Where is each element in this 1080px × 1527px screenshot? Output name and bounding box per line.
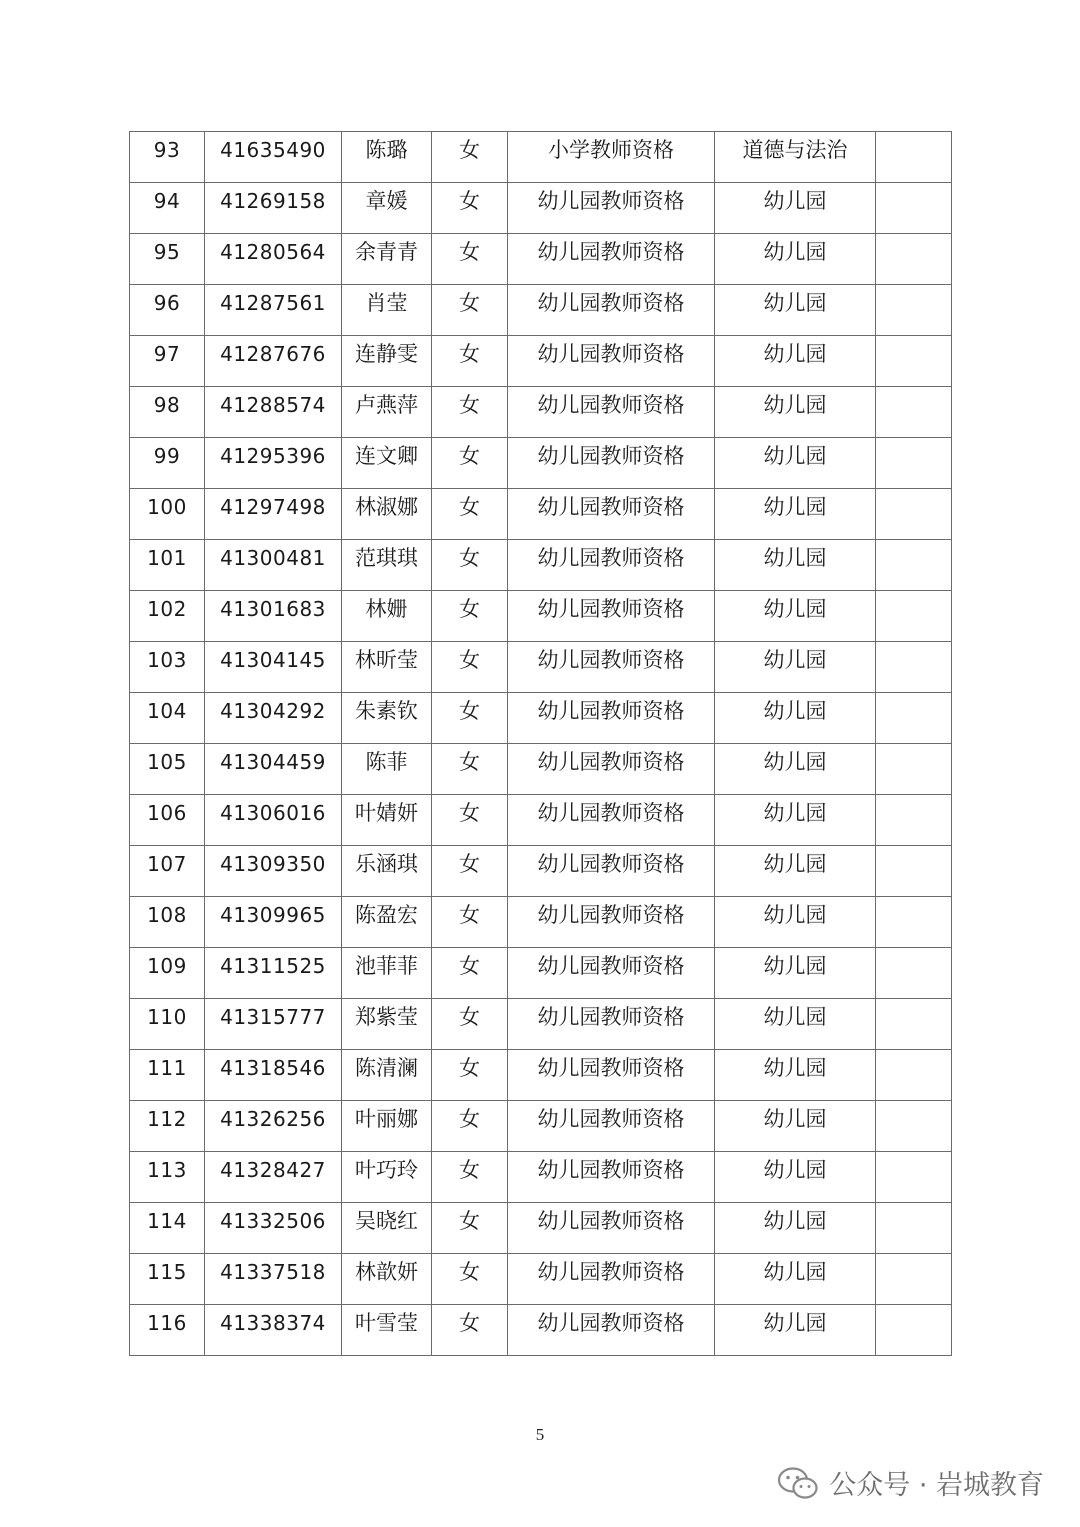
cell-exam-number: 41306016 bbox=[205, 795, 342, 846]
table-row bbox=[130, 234, 952, 285]
cell-gender: 女 bbox=[432, 1305, 508, 1356]
cell-gender: 女 bbox=[432, 1203, 508, 1254]
cell-row-index: 98 bbox=[130, 387, 205, 438]
cell-subject: 幼儿园 bbox=[715, 693, 876, 744]
cell-gender: 女 bbox=[432, 1254, 508, 1305]
table-row bbox=[130, 540, 952, 591]
table-row bbox=[130, 897, 952, 948]
cell-row-index: 102 bbox=[130, 591, 205, 642]
cell-qualification-type: 幼儿园教师资格 bbox=[508, 183, 715, 234]
cell-exam-number: 41311525 bbox=[205, 948, 342, 999]
cell-remarks bbox=[876, 744, 952, 795]
cell-name: 连静雯 bbox=[342, 336, 432, 387]
cell-name: 陈清澜 bbox=[342, 1050, 432, 1101]
cell-name: 连文卿 bbox=[342, 438, 432, 489]
table-row bbox=[130, 1203, 952, 1254]
cell-remarks bbox=[876, 999, 952, 1050]
cell-subject: 幼儿园 bbox=[715, 999, 876, 1050]
cell-remarks bbox=[876, 489, 952, 540]
watermark-text: 公众号 · 岩城教育 bbox=[829, 1470, 1044, 1501]
cell-qualification-type: 幼儿园教师资格 bbox=[508, 285, 715, 336]
cell-gender: 女 bbox=[432, 948, 508, 999]
cell-row-index: 115 bbox=[130, 1254, 205, 1305]
cell-row-index: 101 bbox=[130, 540, 205, 591]
table-row bbox=[130, 591, 952, 642]
cell-row-index: 111 bbox=[130, 1050, 205, 1101]
table-row bbox=[130, 744, 952, 795]
cell-name: 林淑娜 bbox=[342, 489, 432, 540]
cell-name: 池菲菲 bbox=[342, 948, 432, 999]
cell-qualification-type: 幼儿园教师资格 bbox=[508, 999, 715, 1050]
cell-row-index: 112 bbox=[130, 1101, 205, 1152]
cell-name: 卢燕萍 bbox=[342, 387, 432, 438]
cell-row-index: 97 bbox=[130, 336, 205, 387]
cell-row-index: 104 bbox=[130, 693, 205, 744]
cell-exam-number: 41280564 bbox=[205, 234, 342, 285]
cell-qualification-type: 幼儿园教师资格 bbox=[508, 336, 715, 387]
cell-name: 陈菲 bbox=[342, 744, 432, 795]
cell-qualification-type: 幼儿园教师资格 bbox=[508, 438, 715, 489]
cell-row-index: 103 bbox=[130, 642, 205, 693]
cell-subject: 幼儿园 bbox=[715, 1050, 876, 1101]
table-row bbox=[130, 285, 952, 336]
cell-remarks bbox=[876, 1305, 952, 1356]
cell-name: 吴晓红 bbox=[342, 1203, 432, 1254]
cell-name: 余青青 bbox=[342, 234, 432, 285]
table-row bbox=[130, 999, 952, 1050]
cell-exam-number: 41301683 bbox=[205, 591, 342, 642]
cell-qualification-type: 幼儿园教师资格 bbox=[508, 1305, 715, 1356]
cell-subject: 幼儿园 bbox=[715, 1305, 876, 1356]
cell-remarks bbox=[876, 183, 952, 234]
cell-qualification-type: 幼儿园教师资格 bbox=[508, 897, 715, 948]
cell-gender: 女 bbox=[432, 897, 508, 948]
cell-row-index: 108 bbox=[130, 897, 205, 948]
cell-remarks bbox=[876, 795, 952, 846]
cell-qualification-type: 幼儿园教师资格 bbox=[508, 795, 715, 846]
cell-name: 乐涵琪 bbox=[342, 846, 432, 897]
table-row bbox=[130, 1101, 952, 1152]
cell-subject: 幼儿园 bbox=[715, 948, 876, 999]
cell-subject: 幼儿园 bbox=[715, 1101, 876, 1152]
cell-gender: 女 bbox=[432, 285, 508, 336]
cell-qualification-type: 小学教师资格 bbox=[508, 132, 715, 183]
cell-qualification-type: 幼儿园教师资格 bbox=[508, 846, 715, 897]
cell-name: 叶巧玲 bbox=[342, 1152, 432, 1203]
cell-row-index: 100 bbox=[130, 489, 205, 540]
cell-exam-number: 41269158 bbox=[205, 183, 342, 234]
cell-remarks bbox=[876, 285, 952, 336]
cell-remarks bbox=[876, 132, 952, 183]
cell-subject: 幼儿园 bbox=[715, 285, 876, 336]
cell-row-index: 110 bbox=[130, 999, 205, 1050]
cell-gender: 女 bbox=[432, 591, 508, 642]
cell-subject: 幼儿园 bbox=[715, 642, 876, 693]
cell-exam-number: 41287561 bbox=[205, 285, 342, 336]
cell-subject: 幼儿园 bbox=[715, 1254, 876, 1305]
cell-row-index: 93 bbox=[130, 132, 205, 183]
cell-subject: 幼儿园 bbox=[715, 336, 876, 387]
cell-name: 叶丽娜 bbox=[342, 1101, 432, 1152]
cell-exam-number: 41309965 bbox=[205, 897, 342, 948]
cell-exam-number: 41295396 bbox=[205, 438, 342, 489]
cell-exam-number: 41332506 bbox=[205, 1203, 342, 1254]
table-row bbox=[130, 795, 952, 846]
cell-row-index: 99 bbox=[130, 438, 205, 489]
cell-exam-number: 41315777 bbox=[205, 999, 342, 1050]
cell-exam-number: 41288574 bbox=[205, 387, 342, 438]
cell-gender: 女 bbox=[432, 999, 508, 1050]
cell-qualification-type: 幼儿园教师资格 bbox=[508, 234, 715, 285]
cell-name: 叶雪莹 bbox=[342, 1305, 432, 1356]
cell-exam-number: 41635490 bbox=[205, 132, 342, 183]
cell-qualification-type: 幼儿园教师资格 bbox=[508, 1050, 715, 1101]
cell-subject: 幼儿园 bbox=[715, 183, 876, 234]
cell-qualification-type: 幼儿园教师资格 bbox=[508, 1101, 715, 1152]
cell-remarks bbox=[876, 642, 952, 693]
cell-qualification-type: 幼儿园教师资格 bbox=[508, 387, 715, 438]
cell-qualification-type: 幼儿园教师资格 bbox=[508, 948, 715, 999]
cell-remarks bbox=[876, 234, 952, 285]
cell-name: 林昕莹 bbox=[342, 642, 432, 693]
cell-gender: 女 bbox=[432, 693, 508, 744]
table-row bbox=[130, 489, 952, 540]
cell-exam-number: 41297498 bbox=[205, 489, 342, 540]
cell-row-index: 109 bbox=[130, 948, 205, 999]
cell-name: 林歆妍 bbox=[342, 1254, 432, 1305]
cell-gender: 女 bbox=[432, 1050, 508, 1101]
cell-row-index: 94 bbox=[130, 183, 205, 234]
cell-exam-number: 41304145 bbox=[205, 642, 342, 693]
roster-table bbox=[129, 131, 952, 1356]
cell-remarks bbox=[876, 1203, 952, 1254]
cell-name: 陈璐 bbox=[342, 132, 432, 183]
cell-row-index: 114 bbox=[130, 1203, 205, 1254]
cell-exam-number: 41304292 bbox=[205, 693, 342, 744]
cell-remarks bbox=[876, 693, 952, 744]
table-row bbox=[130, 438, 952, 489]
table-row bbox=[130, 1254, 952, 1305]
cell-subject: 幼儿园 bbox=[715, 387, 876, 438]
cell-gender: 女 bbox=[432, 132, 508, 183]
cell-subject: 幼儿园 bbox=[715, 1203, 876, 1254]
cell-exam-number: 41309350 bbox=[205, 846, 342, 897]
cell-qualification-type: 幼儿园教师资格 bbox=[508, 540, 715, 591]
cell-gender: 女 bbox=[432, 387, 508, 438]
cell-gender: 女 bbox=[432, 744, 508, 795]
cell-name: 叶婧妍 bbox=[342, 795, 432, 846]
table-row bbox=[130, 642, 952, 693]
cell-gender: 女 bbox=[432, 489, 508, 540]
table-row bbox=[130, 132, 952, 183]
cell-qualification-type: 幼儿园教师资格 bbox=[508, 642, 715, 693]
cell-remarks bbox=[876, 948, 952, 999]
cell-name: 陈盈宏 bbox=[342, 897, 432, 948]
cell-subject: 幼儿园 bbox=[715, 795, 876, 846]
cell-remarks bbox=[876, 387, 952, 438]
cell-name: 章媛 bbox=[342, 183, 432, 234]
table-row bbox=[130, 336, 952, 387]
cell-name: 范琪琪 bbox=[342, 540, 432, 591]
cell-name: 肖莹 bbox=[342, 285, 432, 336]
cell-subject: 幼儿园 bbox=[715, 591, 876, 642]
cell-gender: 女 bbox=[432, 336, 508, 387]
cell-exam-number: 41337518 bbox=[205, 1254, 342, 1305]
table-row bbox=[130, 1152, 952, 1203]
cell-gender: 女 bbox=[432, 642, 508, 693]
table-row bbox=[130, 948, 952, 999]
cell-exam-number: 41326256 bbox=[205, 1101, 342, 1152]
cell-row-index: 96 bbox=[130, 285, 205, 336]
cell-qualification-type: 幼儿园教师资格 bbox=[508, 693, 715, 744]
cell-qualification-type: 幼儿园教师资格 bbox=[508, 1254, 715, 1305]
page-number: 5 bbox=[535, 1425, 545, 1444]
cell-remarks bbox=[876, 1254, 952, 1305]
cell-exam-number: 41338374 bbox=[205, 1305, 342, 1356]
cell-exam-number: 41328427 bbox=[205, 1152, 342, 1203]
cell-remarks bbox=[876, 1152, 952, 1203]
cell-gender: 女 bbox=[432, 1152, 508, 1203]
cell-qualification-type: 幼儿园教师资格 bbox=[508, 489, 715, 540]
cell-gender: 女 bbox=[432, 795, 508, 846]
cell-remarks bbox=[876, 540, 952, 591]
cell-gender: 女 bbox=[432, 183, 508, 234]
wechat-icon bbox=[777, 1466, 819, 1500]
cell-remarks bbox=[876, 1050, 952, 1101]
cell-gender: 女 bbox=[432, 540, 508, 591]
roster-table-body bbox=[130, 132, 952, 1356]
cell-row-index: 105 bbox=[130, 744, 205, 795]
table-row bbox=[130, 693, 952, 744]
cell-name: 朱素钦 bbox=[342, 693, 432, 744]
cell-remarks bbox=[876, 897, 952, 948]
cell-exam-number: 41300481 bbox=[205, 540, 342, 591]
cell-remarks bbox=[876, 846, 952, 897]
table-row bbox=[130, 387, 952, 438]
cell-exam-number: 41304459 bbox=[205, 744, 342, 795]
cell-name: 郑紫莹 bbox=[342, 999, 432, 1050]
cell-subject: 幼儿园 bbox=[715, 438, 876, 489]
cell-subject: 幼儿园 bbox=[715, 489, 876, 540]
cell-subject: 幼儿园 bbox=[715, 897, 876, 948]
cell-row-index: 95 bbox=[130, 234, 205, 285]
cell-remarks bbox=[876, 336, 952, 387]
cell-gender: 女 bbox=[432, 234, 508, 285]
table-row bbox=[130, 183, 952, 234]
cell-qualification-type: 幼儿园教师资格 bbox=[508, 1152, 715, 1203]
cell-gender: 女 bbox=[432, 846, 508, 897]
cell-row-index: 113 bbox=[130, 1152, 205, 1203]
cell-row-index: 107 bbox=[130, 846, 205, 897]
cell-remarks bbox=[876, 1101, 952, 1152]
cell-exam-number: 41287676 bbox=[205, 336, 342, 387]
cell-qualification-type: 幼儿园教师资格 bbox=[508, 744, 715, 795]
cell-name: 林姗 bbox=[342, 591, 432, 642]
table-row bbox=[130, 1050, 952, 1101]
cell-remarks bbox=[876, 591, 952, 642]
cell-gender: 女 bbox=[432, 438, 508, 489]
cell-gender: 女 bbox=[432, 1101, 508, 1152]
table-row bbox=[130, 1305, 952, 1356]
cell-subject: 道德与法治 bbox=[715, 132, 876, 183]
cell-qualification-type: 幼儿园教师资格 bbox=[508, 1203, 715, 1254]
cell-exam-number: 41318546 bbox=[205, 1050, 342, 1101]
watermark bbox=[777, 1463, 1044, 1502]
cell-row-index: 116 bbox=[130, 1305, 205, 1356]
table-row bbox=[130, 846, 952, 897]
cell-subject: 幼儿园 bbox=[715, 234, 876, 285]
cell-subject: 幼儿园 bbox=[715, 846, 876, 897]
cell-remarks bbox=[876, 438, 952, 489]
cell-subject: 幼儿园 bbox=[715, 540, 876, 591]
cell-row-index: 106 bbox=[130, 795, 205, 846]
cell-subject: 幼儿园 bbox=[715, 1152, 876, 1203]
cell-subject: 幼儿园 bbox=[715, 744, 876, 795]
cell-qualification-type: 幼儿园教师资格 bbox=[508, 591, 715, 642]
